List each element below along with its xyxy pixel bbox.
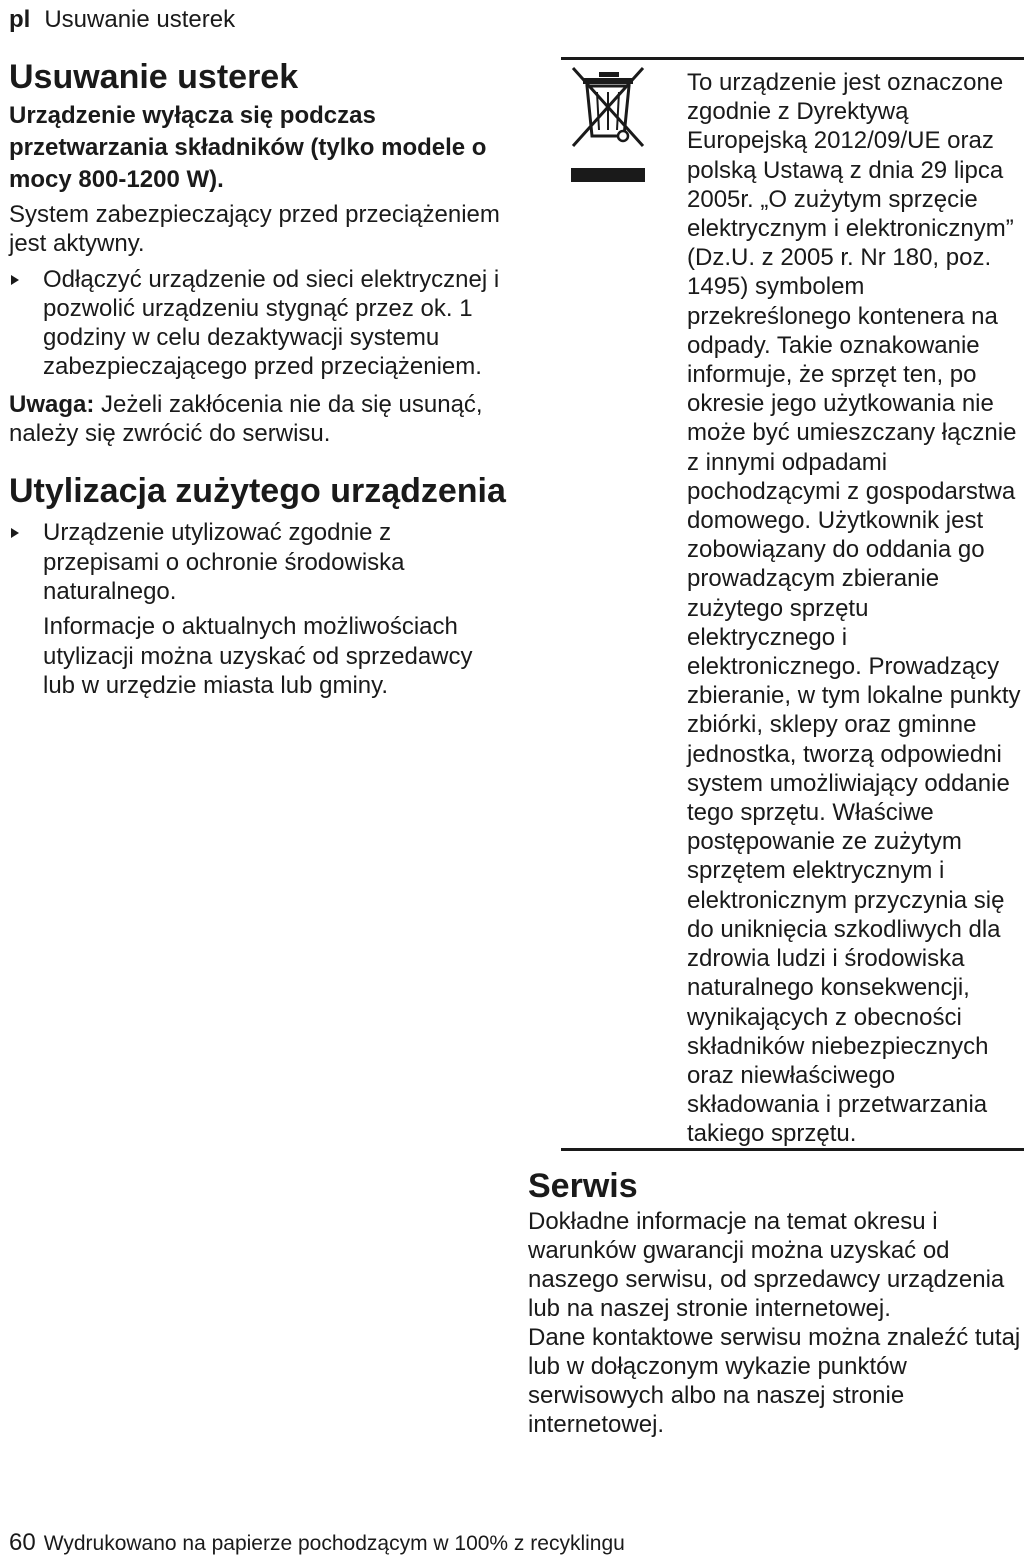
recycled-paper-note: Wydrukowano na papierze pochodzącym w 100% z recyklingu xyxy=(43,1532,625,1555)
note-text: Jeżeli zakłócenia nie da się usunąć, należy się zwrócić do serwisu. xyxy=(9,390,483,448)
cause-text: System zabezpieczający przed przeciążeniem jest aktywny. xyxy=(9,201,500,258)
troubleshooting-heading: Usuwanie usterek xyxy=(9,58,299,96)
service-heading: Serwis xyxy=(528,1167,638,1205)
weee-notice-text: To urządzenie jest oznaczone zgodnie z Dyrektywą Europejską 2012/09/UE oraz polską Ustawą z dnia 29 lipca 2005r. „O zużytym sprzęcie elektrycznym i elektronicznym” (Dz.U. z 2005 r. Nr 180, poz. 1495) symbolem przekreślonego kontenera na odpady. Takie oznakowanie informuje, że sprzęt ten, po okresie jego użytkowania nie może być umieszczany łącznie z innymi odpadami pochodzącymi z gospodarstwa domowego. Użytkownik jest zobowiązany do oddania go prowadzącym zbieranie zużytego sprzętu elektrycznego i elektronicznego. Prowadzący zbieranie, w tym lokalne punkty zbiórki, sklepy oraz gminne jednostka, tworzą odpowiedni system umożliwiający oddanie tego sprzętu. Właściwe postępowanie ze zużytym sprzętem elektrycznym i elektronicznym przyczynia się do uniknięcia szkodliwych dla zdrowia ludzi i środowiska naturalnego konsekwencji, wynikających z obecności składników niebezpiecznych oraz niewłaściwego składowania i przetwarzania takiego sprzętu. xyxy=(687,69,1021,1148)
bullet-text: Odłączyć urządzenie od sieci elektrycznej i pozwolić urządzeniu stygnąć przez ok. 1 godziny w celu dezaktywacji systemu zabezpieczającego przed przeciążeniem. xyxy=(43,265,500,381)
language-code: pl xyxy=(9,6,31,33)
service-section xyxy=(528,1165,1024,1439)
bullet-triangle-icon xyxy=(11,275,19,285)
note-paragraph xyxy=(9,390,509,449)
disposal-info-text: Informacje o aktualnych możliwościach utylizacji można uzyskać od sprzedawcy lub w urzędzie miasta lub gminy. xyxy=(43,613,473,699)
page-number: 60 xyxy=(9,1529,36,1556)
disposal-heading: Utylizacja zużytego urządzenia xyxy=(9,472,506,511)
left-column xyxy=(9,56,509,700)
service-warranty-text: Dokładne informacje na temat okresu i warunków gwarancji można uzyskać od naszego serwisu, od sprzedawcy urządzenia lub na naszej stronie internetowej. xyxy=(528,1208,1005,1322)
page-footer xyxy=(9,1528,625,1559)
header-section-title: Usuwanie usterek xyxy=(44,6,236,33)
bullet-item xyxy=(9,265,509,382)
bullet-triangle-icon xyxy=(11,528,19,538)
crossed-out-wheelie-bin-icon xyxy=(569,66,647,184)
note-label: Uwaga: xyxy=(9,390,95,418)
page-header xyxy=(9,5,235,35)
service-contact-text: Dane kontaktowe serwisu można znaleźć tutaj lub w dołączonym wykazie punktów serwisowych albo na naszej stronie internetowej. xyxy=(528,1324,1021,1438)
bullet-item xyxy=(9,518,509,606)
weee-notice-box xyxy=(561,57,1024,1151)
bullet-text: Urządzenie utylizować zgodnie z przepisami o ochronie środowiska naturalnego. xyxy=(43,519,405,605)
problem-subheading: Urządzenie wyłącza się podczas przetwarzania składników (tylko modele o mocy 800-1200 W). xyxy=(9,102,487,193)
